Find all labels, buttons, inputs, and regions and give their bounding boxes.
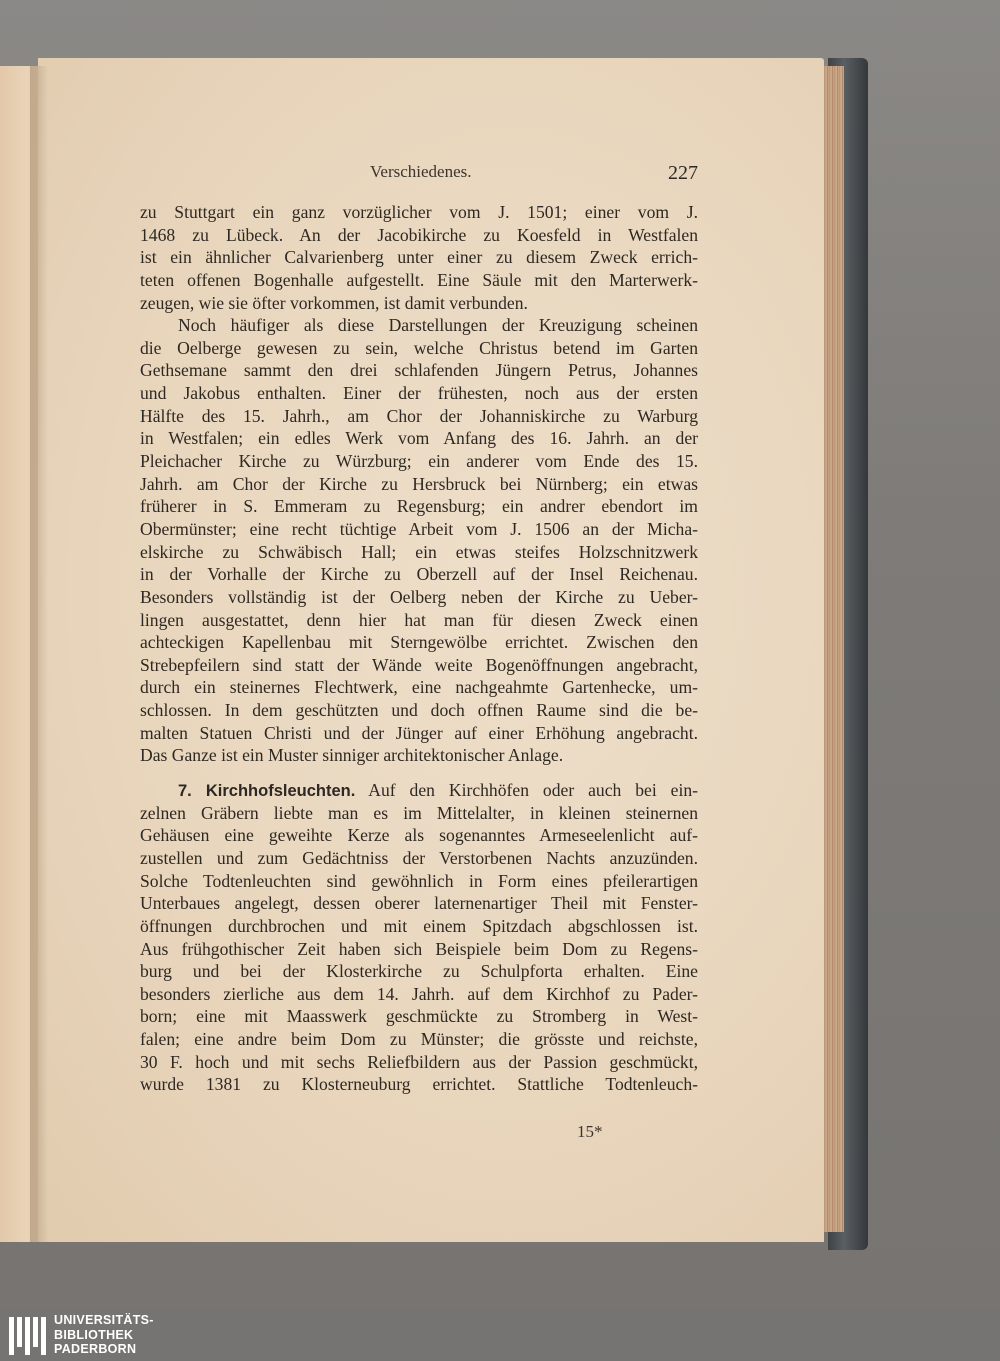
text-line: Strebepfeilern sind statt der Wände weite Bogenöffnungen angebracht, — [140, 654, 698, 675]
text-line: wurde 1381 zu Klosterneuburg errichtet. Stattliche Todtenleuch- — [140, 1074, 698, 1095]
text-line: zeugen, wie sie öfter vorkommen, ist damit verbunden. — [140, 292, 528, 313]
text-line: schlossen. In dem geschützten und doch offnen Raume sind die be- — [140, 700, 698, 721]
library-logo-text — [54, 1313, 154, 1357]
running-head: Verschiedenes. — [370, 162, 472, 181]
text-line: zu Stuttgart ein ganz vorzüglicher vom J. 1501; einer vom J. — [140, 202, 698, 222]
text-line: ist ein ähnlicher Calvarienberg unter einer zu diesem Zweck errich- — [140, 247, 698, 268]
text-line: elskirche zu Schwäbisch Hall; ein etwas steifes Holzschnitzwerk — [140, 541, 698, 562]
text-line: die Oelberge gewesen zu sein, welche Christus betend im Garten — [140, 337, 698, 358]
text-line: Noch häufiger als diese Darstellungen der Kreuzigung scheinen — [178, 315, 698, 336]
text-line: und Jakobus enthalten. Einer der frühesten, noch aus der ersten — [140, 383, 698, 404]
paragraph-gap — [140, 767, 698, 779]
text-line: Besonders vollständig ist der Oelberg neben der Kirche zu Ueber- — [140, 586, 698, 607]
text-line: lingen ausgestattet, denn hier hat man für diesen Zweck einen — [140, 609, 698, 630]
text-line: 30 F. hoch und mit sechs Reliefbildern aus der Passion geschmückt, — [140, 1051, 698, 1072]
text-run: Auf den Kirchhöfen oder auch bei ein- — [368, 780, 698, 801]
text-line: in der Vorhalle der Kirche zu Oberzell auf der Insel Reichenau. — [140, 564, 698, 585]
text-line: Gethsemane sammt den drei schlafenden Jüngern Petrus, Johannes — [140, 360, 698, 381]
book-gutter — [30, 66, 48, 1242]
text-line: falen; eine andre beim Dom zu Münster; die grösste und reichste, — [140, 1029, 698, 1050]
text-line: Jahrh. am Chor der Kirche zu Hersbruck bei Nürnberg; ein etwas — [140, 473, 698, 494]
text-line: born; eine mit Maasswerk geschmückte zu Stromberg in West- — [140, 1006, 698, 1027]
text-line: zelnen Gräbern liebte man es im Mittelalter, in kleinen steinernen — [140, 802, 698, 823]
text-line: malten Statuen Christi und der Jünger auf einer Erhöhung angebracht. — [140, 722, 698, 743]
text-line: in Westfalen; ein edles Werk vom Anfang des 16. Jahrh. an der — [140, 428, 698, 449]
section-heading-line — [140, 779, 698, 802]
text-line: Hälfte des 15. Jahrh., am Chor der Johanniskirche zu Warburg — [140, 405, 698, 426]
text-line: 1468 zu Lübeck. An der Jacobikirche zu Koesfeld in Westfalen — [140, 224, 698, 245]
text-line: burg und bei der Klosterkirche zu Schulpforta erhalten. Eine — [140, 961, 698, 982]
text-line: durch ein steinernes Flechtwerk, eine nachgeahmte Gartenhecke, um- — [140, 677, 698, 698]
text-line: Obermünster; eine recht tüchtige Arbeit vom J. 1506 an der Micha- — [140, 518, 698, 539]
text-line: besonders zierliche aus dem 14. Jahrh. auf dem Kirchhof zu Pader- — [140, 983, 698, 1004]
section-heading: 7. Kirchhofsleuchten. — [178, 782, 356, 801]
text-line: zustellen und zum Gedächtniss der Verstorbenen Nachts anzuzünden. — [140, 847, 698, 868]
text-line: früherer in S. Emmeram zu Regensburg; ein andrer ebendort im — [140, 496, 698, 517]
logo-line: BIBLIOTHEK — [54, 1327, 134, 1342]
text-line: Das Ganze ist ein Muster sinniger architektonischer Anlage. — [140, 745, 564, 766]
text-line: achteckigen Kapellenbau mit Sterngewölbe errichtet. Zwischen den — [140, 632, 698, 653]
signature-mark: 15* — [577, 1122, 603, 1141]
logo-line: PADERBORN — [54, 1342, 137, 1356]
logo-line: UNIVERSITÄTS- — [54, 1313, 154, 1327]
text-line: Unterbaues angelegt, dessen oberer laternenartiger Theil mit Fenster- — [140, 893, 698, 914]
body-text — [140, 201, 698, 1096]
page-number: 227 — [668, 162, 698, 184]
text-line: teten offenen Bogenhalle aufgestellt. Eine Säule mit den Marterwerk- — [140, 269, 698, 290]
text-line: Pleichacher Kirche zu Würzburg; ein anderer vom Ende des 15. — [140, 451, 698, 472]
text-line: Gehäusen eine geweihte Kerze als sogenanntes Armeseelenlicht auf- — [140, 825, 698, 846]
text-line: öffnungen durchbrochen und mit einem Spitzdach abgschlossen ist. — [140, 915, 698, 936]
text-line: Solche Todtenleuchten sind gewöhnlich in Form eines pfeilerartigen — [140, 870, 698, 891]
text-line: Aus frühgothischer Zeit haben sich Beispiele beim Dom zu Regens- — [140, 938, 698, 959]
library-logo-icon — [8, 1315, 50, 1357]
